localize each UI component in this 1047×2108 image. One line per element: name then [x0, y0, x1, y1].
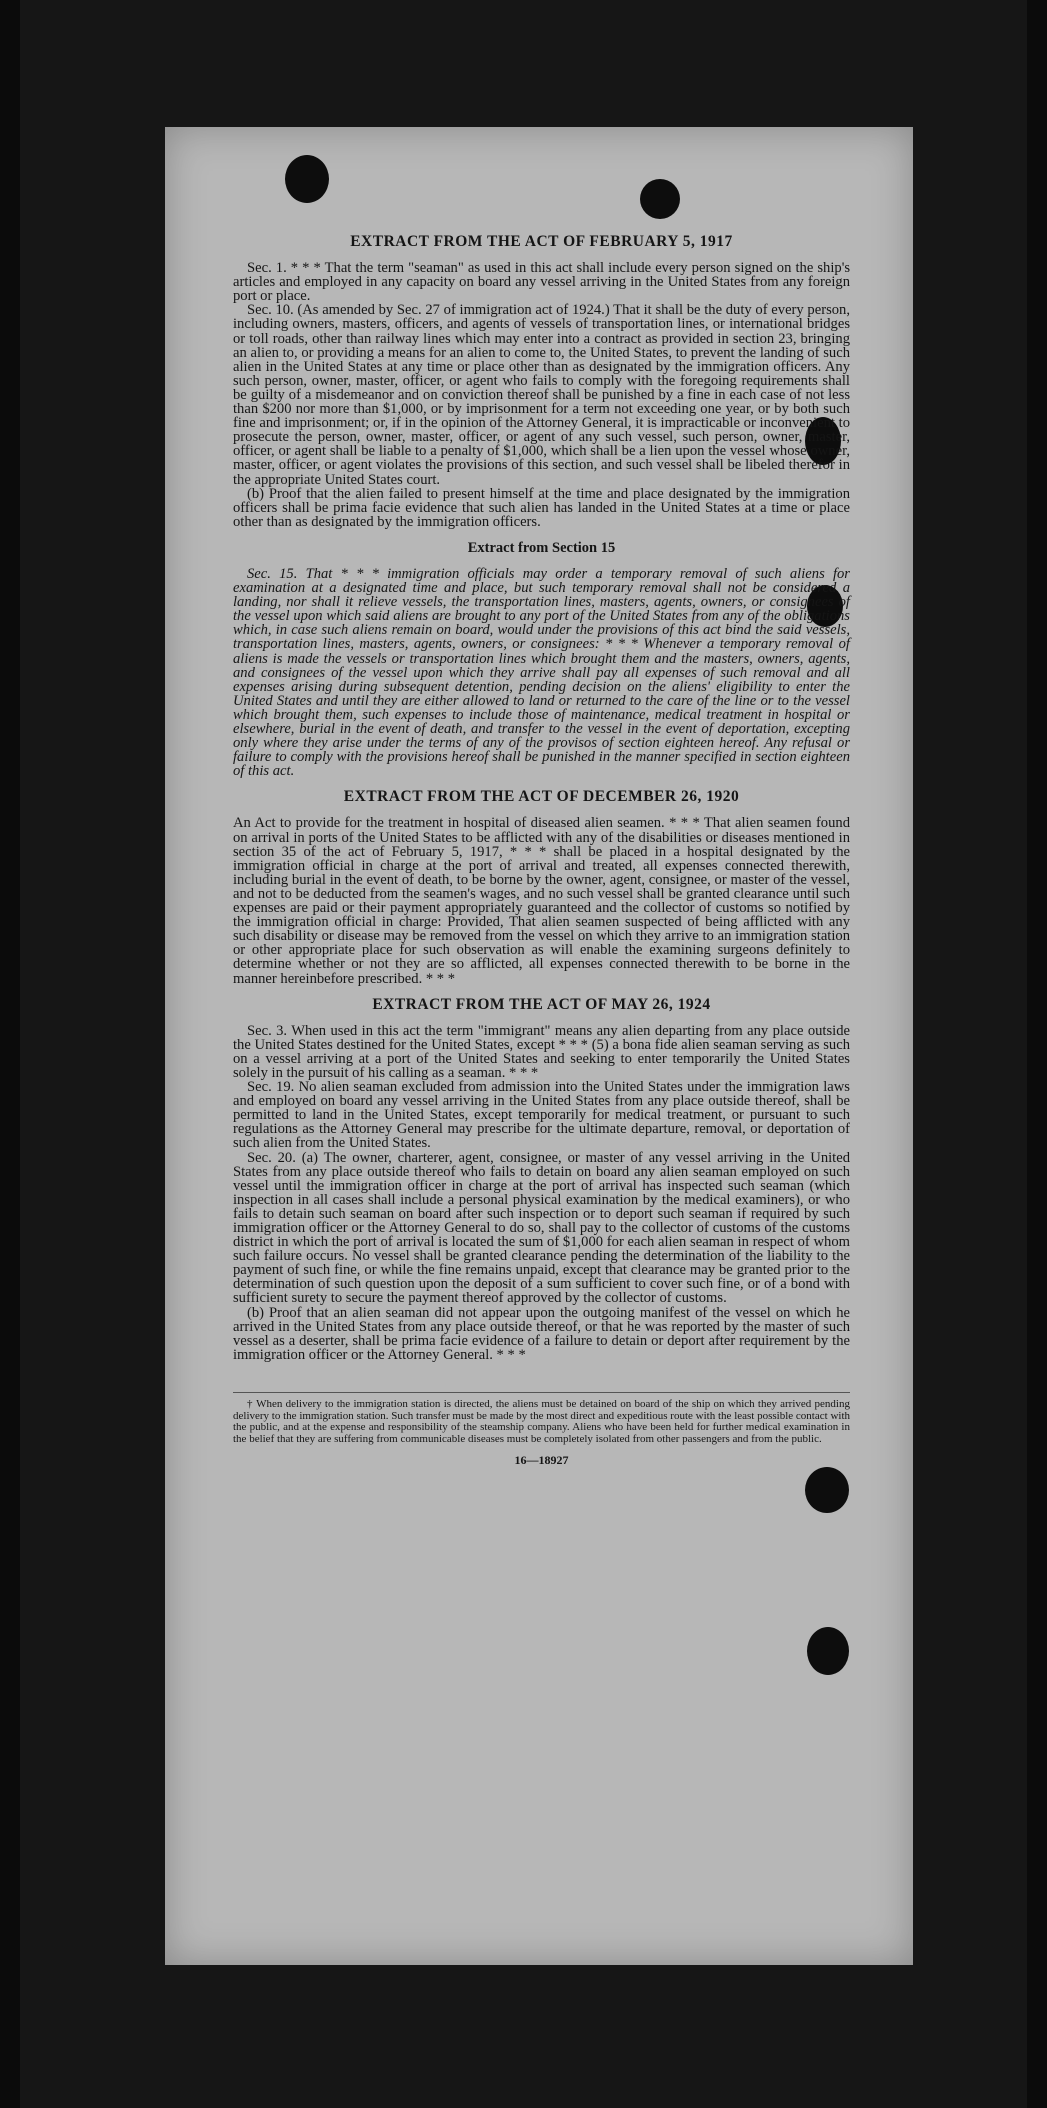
paragraph: Sec. 19. No alien seaman excluded from admission into the United States under the immigration laws and employed on board any vessel arriving in the United States from any place outside thereof, shall be permitted to land in the United States, except temporarily for medical treatment, or pursuant to such regulations as the Attorney General may prescribe for the ultimate departure, removal, or deportation of such alien from the United States. [233, 1079, 850, 1152]
paragraph: Sec. 3. When used in this act the term "immigrant" means any alien departing from any place outside the United States destined for the United States, except * * * (5) a bona fide alien seaman serving as such on a vessel arriving at a port of the United States and seeking to enter temporarily the United States solely in the pursuit of his calling as a seaman. * * * [233, 1022, 850, 1081]
section-heading: EXTRACT FROM THE ACT OF DECEMBER 26, 1920 [343, 788, 740, 806]
paragraph: Sec. 20. (a) The owner, charterer, agent, consignee, or master of any vessel arriving in the United States from any place outside thereof who fails to detain on board any alien seaman employed on such vessel until the immigration officer in charge at the port of arrival has inspected such seaman (which inspection in all cases shall include a personal physical examination by the medical examiners), or who fails to detain such seaman on board after such inspection or to deport such seaman if required by such immigration officer or the Attorney General to do so, shall pay to the collector of customs of the customs district in which the port of arrival is located the sum of $1,000 for each alien seaman in respect of whom such failure occurs. No vessel shall be granted clearance pending the determination of the liability to the payment of such fine, or while the fine remains unpaid, except that clearance may be granted prior to the determination of such question upon the deposit of a sum sufficient to cover such fine, or of a bond with sufficient surety to secure the payment thereof approved by the collector of customs. [233, 1149, 850, 1307]
paragraph: Sec. 10. (As amended by Sec. 27 of immigration act of 1924.) That it shall be the duty of every person, including owners, masters, officers, and agents of vessels of transportation lines, or international bridges or toll roads, other than railway lines which may enter into a contract as provided in section 23, bringing an alien to, or providing a means for an alien to come to, the United States, to prevent the landing of such alien in the United States at any time or place other than as designated by the immigration officers. Any such person, owner, master, officer, or agent who fails to comply with the foregoing requirements shall be guilty of a misdemeanor and on conviction thereof shall be punished by a fine in each case of not less than $200 nor more than $1,000, or by imprisonment for a term not exceeding one year, or by both such fine and imprisonment; or, if in the opinion of the Attorney General, it is impracticable or inconvenient to prosecute the person, owner, master, officer, or agent of any such vessel, such person, owner, master, officer, or agent shall be liable to a penalty of $1,000, which shall be a lien upon the vessel whose owner, master, officer, or agent violates the provisions of this section, and such vessel shall be libeled therefor in the appropriate United States court. [233, 302, 850, 488]
section-heading: EXTRACT FROM THE ACT OF MAY 26, 1924 [372, 995, 711, 1013]
footnote: † When delivery to the immigration station is directed, the aliens must be detained on board of the ship on which they arrived pending delivery to the immigration station. Such transfer must be made by the most direct and expeditious route with the least possible contact with the public, and at the expense and responsibility of the steamship company. Aliens who have been held for further medical examination in the belief that they are suffering from communicable diseases must be completely isolated from other passengers and from the public. [233, 1392, 850, 1445]
section-subheading: Extract from Section 15 [467, 539, 616, 556]
punch-hole [285, 155, 329, 203]
paragraph: An Act to provide for the treatment in hospital of diseased alien seamen. * * * That alien seamen found on arrival in ports of the United States to be afflicted with any of the disabilities or diseases mentioned in section 35 of the act of February 5, 1917, * * * shall be placed in a hospital designated by the immigration official in charge at the port of arrival and treated, all expenses connected therewith, including burial in the event of death, to be borne by the owner, agent, consignee, or master of the vessel, and not to be deducted from the seamen's wages, and no such vessel shall be granted clearance until such expenses are paid or their payment appropriately guaranteed and the collector of customs so notified by the immigration official in charge: Provided, That alien seamen suspected of being afflicted with any such disability or disease may be removed from the vessel on which they arrive to an immigration station or other appropriate place for such observation as will enable the examining surgeons definitely to determine whether or not they are so afflicted, all expenses connected therewith to be borne in the manner hereinbefore prescribed. * * * [233, 815, 850, 987]
paragraph: Sec. 15. That * * * immigration officials may order a temporary removal of such aliens for examination at a designated time and place, but such temporary removal shall not be considered a landing, nor shall it relieve vessels, the transportation lines, masters, agents, owners, or consignees of the vessel upon which said aliens are brought to any port of the United States from any of the obligations which, in case such aliens remain on board, would under the provisions of this act bind the said vessels, transportation lines, masters, agents, owners, or consignees: * * * Whenever a temporary removal of aliens is made the vessels or transportation lines which brought them and the masters, owners, agents, and consignees of the vessel upon which they arrive shall pay all expenses of such removal and all expenses arising during subsequent detention, pending decision on the aliens' eligibility to enter the United States and until they are either allowed to land or returned to the care of the line or to the vessel which brought them, such expenses to include those of maintenance, medical treatment in hospital or elsewhere, burial in the event of death, and transfer to the vessel in the event of deportation, excepting only where they arise under the terms of any of the provisos of section eighteen hereof. Any refusal or failure to comply with the provisions hereof shall be punished in the manner specified in section eighteen of this act. [233, 565, 850, 780]
punch-hole [640, 179, 680, 219]
paragraph: (b) Proof that an alien seaman did not appear upon the outgoing manifest of the vessel on which he arrived in the United States from any place outside thereof, or that he was reported by the master of such vessel as a deserter, shall be prima facie evidence of a failure to detain or deport after requirement by the immigration officer or the Attorney General. * * * [233, 1304, 850, 1363]
paragraph: (b) Proof that the alien failed to present himself at the time and place designated by the immigration officers shall be prima facie evidence that such alien has landed in the United States at a time or place other than as designated by the immigration officers. [233, 485, 850, 530]
form-number: 16—18927 [514, 1453, 569, 1468]
section-heading: EXTRACT FROM THE ACT OF FEBRUARY 5, 1917 [350, 233, 733, 250]
scan-frame [20, 0, 1027, 2108]
punch-hole [807, 1627, 849, 1675]
paragraph: Sec. 1. * * * That the term "seaman" as used in this act shall include every person signed on the ship's articles and employed in any capacity on board any vessel arriving in the United States from any foreign port or place. [233, 260, 850, 305]
punch-hole [805, 1467, 849, 1513]
document-text [233, 235, 850, 1467]
document-page [165, 127, 913, 1965]
